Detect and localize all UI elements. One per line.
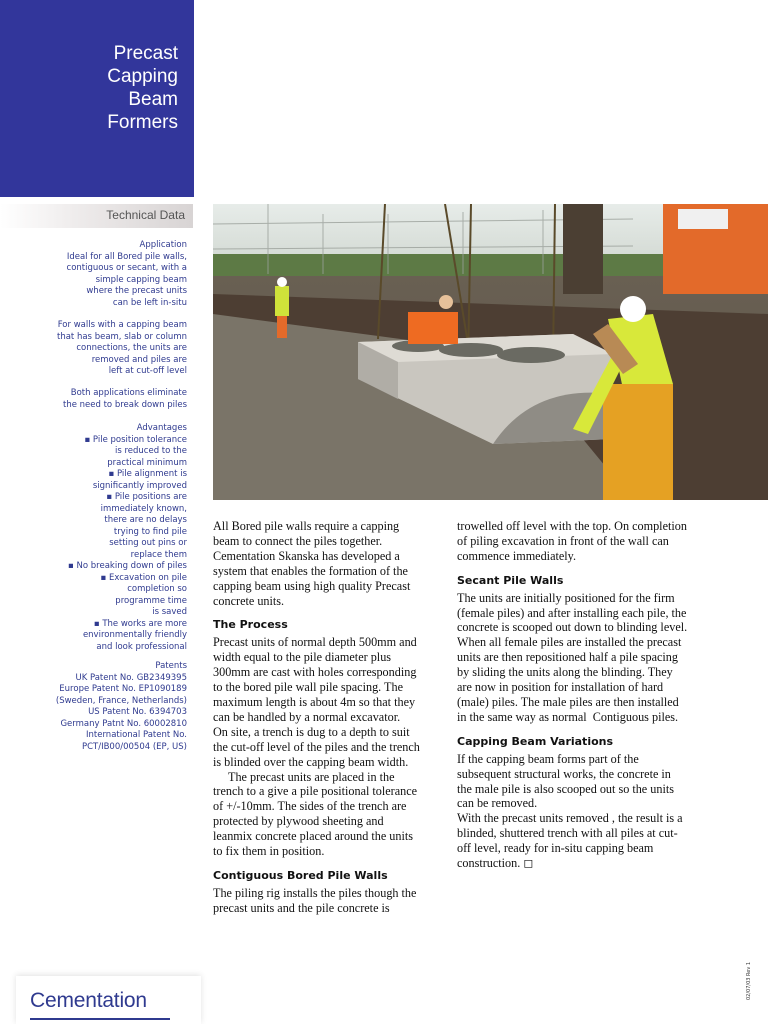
body-line: If the capping beam forms part of the	[457, 751, 639, 766]
title-line-1: Precast	[113, 43, 178, 64]
sidebar-both-applications	[17, 388, 187, 411]
body-line: Cementation Skanska has developed a	[213, 548, 400, 563]
sidebar-line: can be left in-situ	[112, 297, 187, 308]
body-line: trowelled off level with the top. On completion	[457, 519, 687, 533]
sidebar-line: significantly improved	[92, 480, 187, 491]
site-photo	[213, 204, 768, 500]
sidebar-line: replace them	[130, 549, 187, 560]
sidebar-walls	[17, 320, 187, 378]
body-line: by sliding the units along the blinding. They	[457, 665, 673, 680]
sidebar-line: that has beam, slab or column	[57, 331, 187, 342]
sidebar-line: removed and piles are	[91, 354, 187, 365]
sidebar-line: ▪ The works are more	[93, 618, 187, 629]
sidebar-line: left at cut-off level	[108, 366, 187, 376]
sidebar-line: practical minimum	[107, 457, 187, 468]
body-line: off level, ready for in-situ capping beam	[457, 841, 654, 856]
body-line: The units are initially positioned for the firm	[457, 590, 675, 605]
sidebar-line: immediately known,	[100, 503, 187, 514]
body-line: All Bored pile walls require a capping	[213, 519, 400, 533]
sidebar-line: US Patent No. 6394703	[88, 707, 187, 717]
body-left-column	[213, 519, 428, 916]
body-line: concrete units.	[213, 593, 285, 608]
body-line: system that enables the formation of the	[213, 563, 408, 578]
body-line: trench to a give a pile positional tolerance	[213, 784, 418, 799]
body-line: the male pile is also scooped out so the units	[457, 781, 674, 796]
body-line: width equal to the pile diameter plus	[213, 650, 392, 665]
body-line: to fix them in position.	[213, 844, 325, 859]
site-photo-illustration	[213, 204, 768, 500]
sidebar-line: Europe Patent No. EP1090189	[59, 684, 187, 694]
body-line: of +/-10mm. The sides of the trench are	[213, 799, 407, 814]
body-line: On site, a trench is dug to a depth to suit	[213, 724, 410, 739]
body-line: When all female piles are installed the precast	[457, 635, 682, 650]
sidebar-line: environmentally friendly	[82, 630, 187, 640]
title-line-3: Beam	[128, 89, 178, 110]
body-line: the cut-off level of the piles and the trench	[213, 739, 420, 754]
body-line: The piling rig installs the piles though the	[213, 885, 417, 900]
body-line: With the precast units removed , the result is a	[457, 811, 683, 826]
body-line: beam to connect the piles together.	[213, 533, 383, 548]
body-line: precast units and the pile concrete is	[213, 900, 390, 915]
body-line: (female piles) and after installing each pile, the	[457, 605, 687, 620]
sidebar-line: completion so	[127, 584, 187, 594]
patents-heading: Patents	[155, 661, 187, 671]
body-line: protected by plywood sheeting and	[213, 814, 384, 829]
process-heading: The Process	[213, 618, 288, 632]
sidebar-line: (Sweden, France, Netherlands)	[55, 695, 187, 706]
logo-underline	[30, 1018, 170, 1020]
sidebar-line: Germany Patnt No. 60002810	[60, 718, 187, 729]
secant-heading: Secant Pile Walls	[457, 573, 564, 587]
sidebar-line: trying to find pile	[113, 526, 187, 537]
sidebar-advantages	[17, 423, 187, 653]
variations-heading: Capping Beam Variations	[457, 734, 614, 748]
application-heading: Application	[139, 240, 187, 250]
sidebar-line: contiguous or secant, with a	[66, 263, 187, 273]
sidebar-line: there are no delays	[104, 515, 187, 525]
body-line: in the same way as normal Contiguous piles.	[457, 709, 679, 724]
sidebar-patents	[17, 661, 187, 753]
sidebar-line: programme time	[115, 595, 187, 606]
body-line: are now in position for installation of hard	[457, 680, 664, 695]
body-line: is blinded over the capping beam width.	[213, 754, 409, 769]
sidebar-line: simple capping beam	[95, 274, 187, 285]
body-line: blinded, shuttered trench with all piles at cut-	[457, 826, 678, 841]
body-line: leanmix concrete placed around the units	[213, 829, 413, 844]
cementation-logo: Cementation	[30, 989, 147, 1012]
sidebar-line: connections, the units are	[76, 343, 187, 353]
sidebar-line: PCT/IB00/00504 (EP, US)	[81, 741, 187, 752]
sidebar-line: is saved	[152, 607, 187, 617]
technical-data-label: Technical Data	[106, 208, 185, 222]
body-line: can be removed.	[457, 796, 538, 811]
body-line: units are then repositioned half a pile spacing	[457, 650, 678, 665]
sidebar-line: and look professional	[96, 641, 187, 652]
sidebar-line: is reduced to the	[115, 446, 187, 456]
sidebar-line: International Patent No.	[86, 730, 187, 740]
advantages-heading: Advantages	[136, 423, 187, 433]
sidebar-line: the need to break down piles	[62, 399, 187, 410]
body-line: can be handled by a normal excavator.	[213, 709, 401, 724]
sidebar-line: ▪ Pile alignment is	[108, 469, 187, 479]
sidebar-line: ▪ Pile positions are	[106, 492, 187, 502]
contiguous-heading: Contiguous Bored Pile Walls	[213, 868, 388, 882]
technical-data-bar	[0, 204, 193, 228]
sidebar-line: ▪ Pile position tolerance	[84, 434, 187, 445]
sidebar-line: where the precast units	[86, 286, 187, 296]
title-line-4: Formers	[107, 112, 178, 133]
body-line: The precast units are placed in the	[213, 769, 395, 784]
body-line: to the bored pile wall pile spacing. The	[213, 680, 403, 695]
body-line: (male) piles. The male piles are then installed	[457, 694, 679, 709]
body-line: concrete is scooped out down to blinding level.	[457, 620, 688, 635]
title-line-2: Capping	[107, 66, 178, 87]
title-block	[0, 0, 194, 197]
body-right-column	[457, 519, 688, 871]
sidebar-line: Ideal for all Bored pile walls,	[66, 251, 187, 262]
body-line: Precast units of normal depth 500mm and	[213, 635, 417, 650]
document-code: 02/07/03 Rev 1	[746, 961, 752, 1000]
body-line: of piling excavation in front of the wall can	[457, 533, 669, 548]
sidebar-line: For walls with a capping beam	[57, 320, 187, 330]
sidebar-application	[17, 240, 187, 309]
body-line: 300mm are cast with holes corresponding	[213, 665, 417, 680]
sidebar-line: ▪ Excavation on pile	[100, 572, 187, 583]
body-line: construction. ◻	[457, 856, 534, 871]
sidebar-line: UK Patent No. GB2349395	[75, 672, 187, 683]
body-line: capping beam using high quality Precast	[213, 578, 411, 593]
sidebar-line: setting out pins or	[109, 538, 187, 548]
body-line: commence immediately.	[457, 548, 577, 563]
body-line: maximum length is about 4m so that they	[213, 694, 416, 709]
body-line: subsequent structural works, the concrete in	[457, 766, 671, 781]
sidebar-line: ▪ No breaking down of piles	[68, 561, 187, 571]
sidebar-line: Both applications eliminate	[70, 388, 187, 398]
